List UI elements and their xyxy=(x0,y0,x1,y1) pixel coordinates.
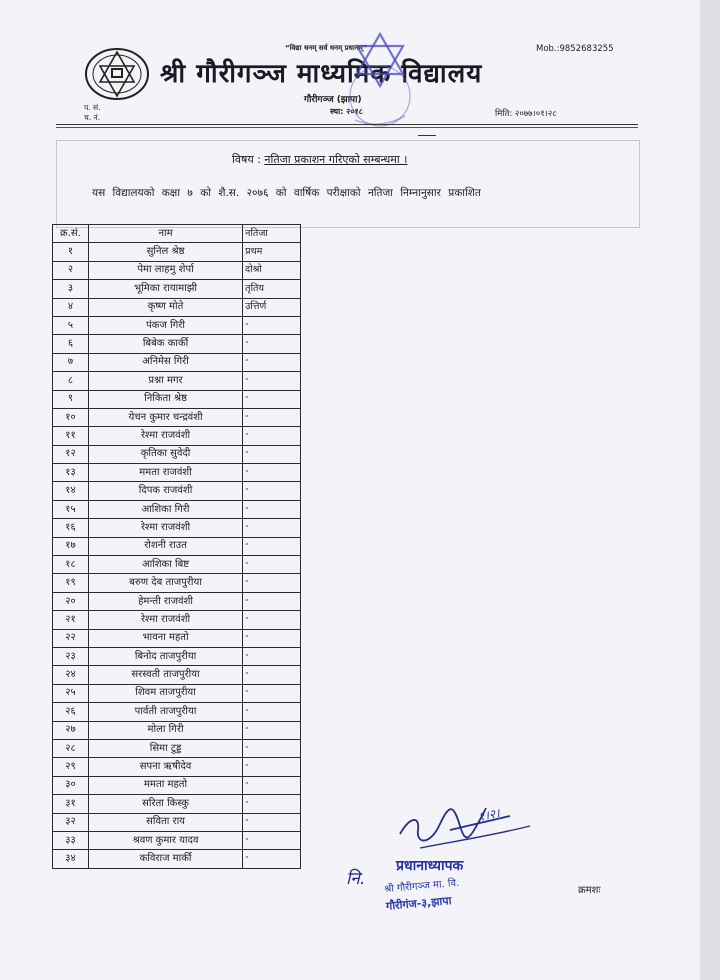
header-serial: क्र.सं. xyxy=(53,225,89,243)
cell-serial: ३३ xyxy=(53,831,89,849)
header-name: नाम xyxy=(88,225,242,243)
cell-result: " xyxy=(243,776,301,794)
table-row xyxy=(53,795,301,813)
cell-serial: १६ xyxy=(53,519,89,537)
cell-name: भावना महतो xyxy=(88,629,242,647)
cell-name: पेमा लाहमु शेर्पा xyxy=(88,261,242,279)
table-row xyxy=(53,758,301,776)
cell-name: रोशनी राउत xyxy=(88,537,242,555)
cell-serial: २४ xyxy=(53,666,89,684)
body-paragraph: यस विद्यालयको कक्षा ७ को शै.स. २०७६ को वार्षिक परीक्षाको नतिजा निम्नानुसार प्रकाशित xyxy=(92,187,481,199)
cell-result: " xyxy=(243,703,301,721)
table-row xyxy=(53,666,301,684)
signature-place: गौरीगंज-३,झापा xyxy=(385,894,452,913)
cell-result: " xyxy=(243,813,301,831)
table-row xyxy=(53,390,301,408)
cell-result: " xyxy=(243,684,301,702)
cell-result: " xyxy=(243,758,301,776)
cell-name: पंकज गिरी xyxy=(88,316,242,334)
cell-serial: ३२ xyxy=(53,813,89,831)
signature-title: प्रधानाध्यापक xyxy=(396,858,464,874)
table-row xyxy=(53,592,301,610)
table-row xyxy=(53,721,301,739)
cell-serial: ११ xyxy=(53,427,89,445)
scan-edge xyxy=(700,0,720,980)
cell-name: पार्वती ताजपुरीया xyxy=(88,703,242,721)
established-year: स्था: २०१८ xyxy=(330,107,363,116)
results-table-body xyxy=(53,243,301,868)
cell-result: तृतिय xyxy=(243,280,301,298)
cell-name: सपना ऋषीदेव xyxy=(88,758,242,776)
cell-name: दिपक राजवंशी xyxy=(88,482,242,500)
cell-name: आशिका बिष्ट xyxy=(88,556,242,574)
pa-line: प. सं. xyxy=(84,103,101,112)
cell-serial: १२ xyxy=(53,445,89,463)
cell-name: रेश्मा राजवंशी xyxy=(88,427,242,445)
cell-name: सविता राय xyxy=(88,813,242,831)
cell-name: सरस्वती ताजपुरीया xyxy=(88,666,242,684)
table-header-row xyxy=(53,225,301,243)
cell-result: " xyxy=(243,850,301,868)
letter-date: मिति: २०७७।०१।२८ xyxy=(495,109,557,119)
cell-serial: २ xyxy=(53,261,89,279)
cell-name: भूमिका रायामाझी xyxy=(88,280,242,298)
cell-result: " xyxy=(243,372,301,390)
subject-line xyxy=(232,152,407,167)
cell-serial: ३४ xyxy=(53,850,89,868)
table-row xyxy=(53,739,301,757)
cell-result: " xyxy=(243,795,301,813)
cell-name: येचन कुमार चन्द्रवंशी xyxy=(88,408,242,426)
table-row xyxy=(53,298,301,316)
cell-name: बिबेक कार्की xyxy=(88,335,242,353)
table-row xyxy=(53,372,301,390)
cell-serial: २२ xyxy=(53,629,89,647)
cell-serial: १ xyxy=(53,243,89,261)
table-row xyxy=(53,427,301,445)
results-table xyxy=(52,224,301,869)
mobile-number: Mob.:9852683255 xyxy=(536,44,614,54)
cell-name: शिवम ताजपुरीया xyxy=(88,684,242,702)
cell-result: " xyxy=(243,464,301,482)
cell-result: " xyxy=(243,592,301,610)
signature-icon xyxy=(390,786,540,866)
table-row xyxy=(53,464,301,482)
cell-result: " xyxy=(243,482,301,500)
table-row xyxy=(53,519,301,537)
letterhead-rule-thin xyxy=(56,127,638,128)
cell-serial: २९ xyxy=(53,758,89,776)
cell-serial: २० xyxy=(53,592,89,610)
cell-serial: २१ xyxy=(53,611,89,629)
cell-serial: ५ xyxy=(53,316,89,334)
cell-name: रेश्मा राजवंशी xyxy=(88,611,242,629)
table-row xyxy=(53,850,301,868)
cell-name: आशिका गिरी xyxy=(88,500,242,518)
table-row xyxy=(53,316,301,334)
cell-name: ममता राजवंशी xyxy=(88,464,242,482)
school-logo-icon xyxy=(84,46,150,102)
cell-serial: ३० xyxy=(53,776,89,794)
cell-name: श्रवण कुमार यादव xyxy=(88,831,242,849)
table-row xyxy=(53,353,301,371)
cell-serial: १३ xyxy=(53,464,89,482)
school-name: श्री गौरीगञ्ज माध्यमिक विद्यालय xyxy=(160,59,483,89)
short-rule xyxy=(418,135,436,136)
table-row xyxy=(53,574,301,592)
subject-label: विषय : xyxy=(232,153,261,166)
official-stamp-icon xyxy=(345,30,415,134)
cell-name: निकिता श्रेष्ठ xyxy=(88,390,242,408)
cell-name: कविराज मार्की xyxy=(88,850,242,868)
table-row xyxy=(53,629,301,647)
cell-serial: २७ xyxy=(53,721,89,739)
table-row xyxy=(53,243,301,261)
cell-serial: २६ xyxy=(53,703,89,721)
cell-result: " xyxy=(243,831,301,849)
cell-serial: २३ xyxy=(53,647,89,665)
cell-result: " xyxy=(243,666,301,684)
cell-name: ममता महतो xyxy=(88,776,242,794)
cell-result: " xyxy=(243,611,301,629)
cell-name: रेश्मा राजवंशी xyxy=(88,519,242,537)
cell-serial: १८ xyxy=(53,556,89,574)
cell-name: कृतिका सुवेदी xyxy=(88,445,242,463)
table-row xyxy=(53,261,301,279)
cell-name: हेमन्ती राजवंशी xyxy=(88,592,242,610)
table-row xyxy=(53,445,301,463)
letterhead-rule xyxy=(56,124,638,125)
cell-result: " xyxy=(243,519,301,537)
cell-serial: ४ xyxy=(53,298,89,316)
school-address: गौरीगञ्ज (झापा) xyxy=(304,95,362,105)
cell-result: दोश्रो xyxy=(243,261,301,279)
header-result: नतिजा xyxy=(243,225,301,243)
table-row xyxy=(53,703,301,721)
cell-result: " xyxy=(243,500,301,518)
table-row xyxy=(53,537,301,555)
cell-name: बिनोद ताजपुरीया xyxy=(88,647,242,665)
cell-name: मोला गिरी xyxy=(88,721,242,739)
signature-date: १।२। xyxy=(476,805,501,825)
cell-result: उत्तिर्ण xyxy=(243,298,301,316)
cell-name: बरुण देब ताजपुरीया xyxy=(88,574,242,592)
signature-school: श्री गौरीगञ्ज मा. वि. xyxy=(383,877,460,896)
cell-result: प्रथम xyxy=(243,243,301,261)
cell-serial: ८ xyxy=(53,372,89,390)
cell-result: " xyxy=(243,537,301,555)
cell-serial: १० xyxy=(53,408,89,426)
cell-result: " xyxy=(243,629,301,647)
table-row xyxy=(53,408,301,426)
cell-serial: १४ xyxy=(53,482,89,500)
cell-name: सरिता किस्कु xyxy=(88,795,242,813)
cell-result: " xyxy=(243,445,301,463)
cell-result: " xyxy=(243,739,301,757)
cell-serial: ९ xyxy=(53,390,89,408)
table-row xyxy=(53,776,301,794)
school-motto: “विद्या धनम् सर्व धनम् प्रधानम्” xyxy=(285,44,368,52)
cell-name: सुनिल श्रेष्ठ xyxy=(88,243,242,261)
cell-serial: ७ xyxy=(53,353,89,371)
table-row xyxy=(53,813,301,831)
cell-serial: १७ xyxy=(53,537,89,555)
table-row xyxy=(53,611,301,629)
cell-result: " xyxy=(243,335,301,353)
cha-line: च. नं. xyxy=(84,113,101,122)
table-row xyxy=(53,280,301,298)
cell-result: " xyxy=(243,647,301,665)
cell-result: " xyxy=(243,556,301,574)
table-row xyxy=(53,647,301,665)
signature-prefix: नि. xyxy=(346,869,366,889)
cell-name: प्रश्ना मगर xyxy=(88,372,242,390)
table-row xyxy=(53,335,301,353)
subject-text: नतिजा प्रकाशन गरिएको सम्बन्धमा । xyxy=(264,153,408,166)
cell-serial: ३ xyxy=(53,280,89,298)
cell-name: सिमा टुड्ड xyxy=(88,739,242,757)
cell-result: " xyxy=(243,574,301,592)
cell-serial: ६ xyxy=(53,335,89,353)
table-row xyxy=(53,482,301,500)
table-row xyxy=(53,684,301,702)
table-row xyxy=(53,556,301,574)
cell-result: " xyxy=(243,408,301,426)
table-row xyxy=(53,500,301,518)
cell-serial: १९ xyxy=(53,574,89,592)
cell-result: " xyxy=(243,721,301,739)
continued-label: क्रमशः xyxy=(578,885,601,896)
cell-result: " xyxy=(243,353,301,371)
cell-serial: १५ xyxy=(53,500,89,518)
cell-result: " xyxy=(243,316,301,334)
cell-serial: ३१ xyxy=(53,795,89,813)
cell-name: कृष्ण मोते xyxy=(88,298,242,316)
table-row xyxy=(53,831,301,849)
cell-result: " xyxy=(243,427,301,445)
cell-name: अनिमेस गिरी xyxy=(88,353,242,371)
reference-numbers xyxy=(84,103,100,123)
cell-serial: २५ xyxy=(53,684,89,702)
cell-serial: २८ xyxy=(53,739,89,757)
cell-result: " xyxy=(243,390,301,408)
